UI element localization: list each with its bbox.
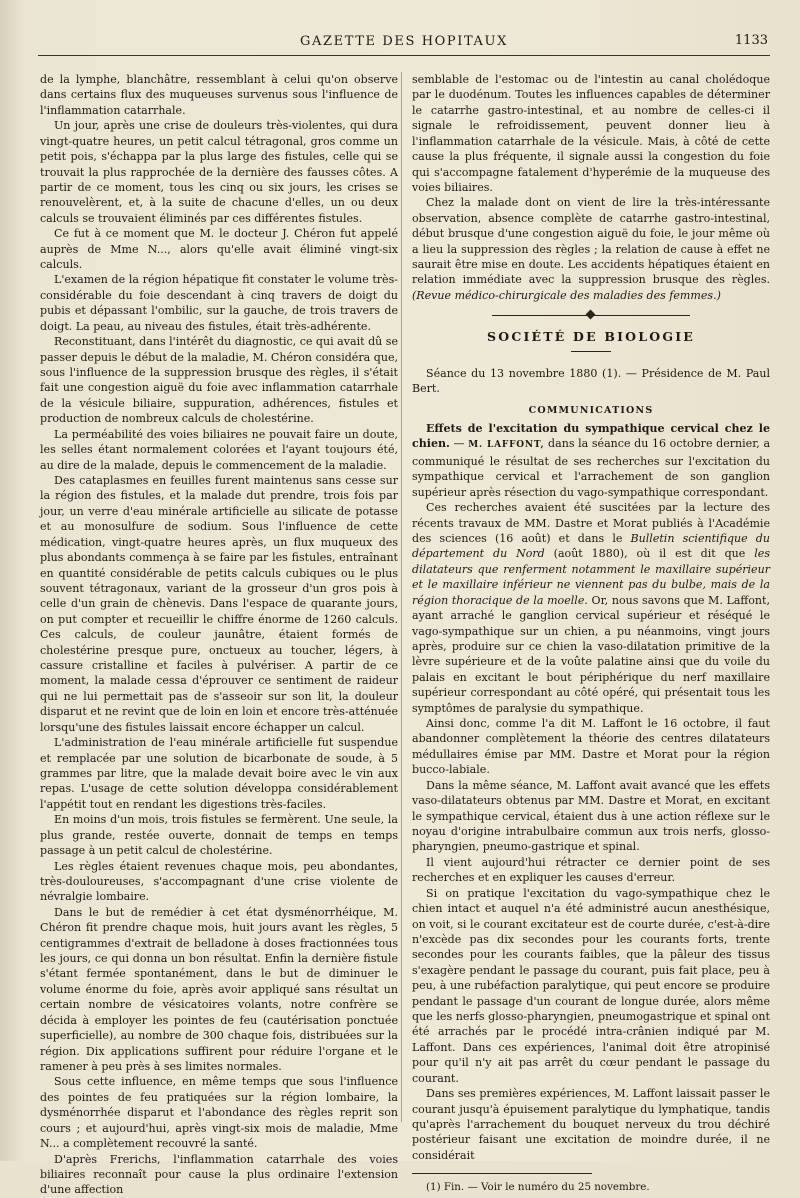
paragraph: Il vient aujourd'hui rétracter ce dernier point de ses recherches et en expliquer les causes d'erreur.: [412, 855, 770, 885]
section-title: SOCIÉTÉ DE BIOLOGIE: [487, 329, 695, 345]
paragraph: Si on pratique l'excitation du vago-sympathique chez le chien intact et auquel n'a été administré aucun anesthésique, on voit, si le courant excitateur est de courte durée, c'est-à-dire n'excède pas dix secondes pour les courants forts, trente secondes pour les courants faibles, que la pâleur des tissus s'exagère pendant le passage du courant, puis fait place, peu à peu, à une rubéfaction paralytique, qui peut encore se produire pendant le passage d'un courant de longue durée, alors même que les nerfs glosso-pharyngien, pneumogastrique et spinal ont été arrachés par le procédé intra-crânien indiqué par M. Laffont. Dans ces expériences, l'animal doit être atropinisé pour qu'il n'y ait pas arrêt du cœur pendant le passage du courant.: [412, 886, 770, 1085]
short-rule: [571, 351, 611, 352]
text-part: Ces recherches avaient été suscitées par la lecture des récents travaux de MM. Dastre et Morat publiés à l'Académie des sciences (16 août) et dans le: [412, 501, 770, 545]
paragraph: L'examen de la région hépatique fit constater le volume très-considérable du foie descendant à cinq travers de doigt du pubis et dépassant l'ombilic, sur la gauche, de trois travers de doigt. La peau, au niveau des fistules, était très-adhérente.: [40, 273, 398, 333]
text-part: (août 1880), où il est dit que: [544, 547, 755, 561]
left-column: [40, 72, 398, 1198]
footnote-rule: [412, 1173, 592, 1174]
paragraph-text: dans la séance du 16 octobre dernier, a communiqué le résultat de ses recherches sur l'excitation du sympathique cervical et l'arrachement de son ganglion supérieur après résection du vago-sympathique correspondant.: [412, 437, 771, 499]
article-title: Effets de l'excitation du sympathique cervical chez le chien.: [412, 422, 770, 451]
paragraph: Dans la même séance, M. Laffont avait avancé que les effets vaso-dilatateurs obtenus par MM. Dastre et Morat, en excitant le sympathique cervical, étaient dus à une action réflexe sur le noyau d'origine intrabulbaire commun aux trois nerfs, glosso-pharyngien, pneumo-gastrique et spinal.: [412, 778, 770, 854]
page-header: [38, 33, 770, 56]
ornament-separator: [412, 307, 770, 323]
journal-title: GAZETTE DES HOPITAUX: [300, 34, 508, 49]
paragraph: Sous cette influence, en même temps que sous l'influence des pointes de feu pratiquées sur la région lombaire, la dysménorrhée disparut et l'abondance des règles reprit son cours ; et aujourd'hui, après vingt-six mois de maladie, Mme N... a complètement recouvré la santé.: [40, 1075, 398, 1151]
dash: —: [449, 437, 469, 451]
paragraph: D'après Frerichs, l'inflammation catarrhale des voies biliaires reconnaît pour cause la plus ordinaire l'extension d'une affection: [40, 1152, 398, 1197]
article-first-paragraph: [412, 421, 770, 500]
paragraph: Dans le but de remédier à cet état dysménorrhéique, M. Chéron fit prendre chaque mois, huit jours avant les règles, 5 centigrammes d'extrait de belladone à doses fractionnées tous les jours, ce qui donna un bon résultat. Enfin la dernière fistule s'étant fermée spontanément, dans le but de diminuer le volume énorme du foie, après avoir appliqué sans résultat un certain nombre de vésicatoires volants, notre confrère se décida à employer les pointes de feu (cautérisation ponctuée superficielle), au nombre de 300 chaque fois, distribuées sur la région. Dix applications suffirent pour réduire l'organe et le ramener à peu près à ses limites normales.: [40, 905, 398, 1073]
paragraph: Un jour, après une crise de douleurs très-violentes, qui dura vingt-quatre heures, un petit calcul tétragonal, gros comme un petit pois, s'échappa par la plus large des fistules, celle qui se trouvait la plus rapprochée de la dernière des fausses côtes. A partir de ce moment, tous les cinq ou six jours, les crises se renouvelèrent, et, à la suite de chacune d'elles, un ou deux calculs se trouvaient éliminés par ces différentes fistules.: [40, 119, 398, 225]
paragraph: Les règles étaient revenues chaque mois, peu abondantes, très-douloureuses, s'accompagnant d'une crise violente de névralgie lombaire.: [40, 859, 398, 904]
paragraph: L'administration de l'eau minérale artificielle fut suspendue et remplacée par une solution de bicarbonate de soude, à 5 grammes par litre, que la malade devait boire avec le vin aux repas. L'usage de cette solution développa considérablement l'appétit tout en rendant les digestions très-faciles.: [40, 736, 398, 811]
communications-heading: COMMUNICATIONS: [528, 404, 654, 416]
paragraph: [412, 195, 770, 303]
paragraph: Dans ses premières expériences, M. Laffont laissait passer le courant jusqu'à épuisement paralytique du lymphatique, tandis qu'après l'arrachement du bouquet nerveux du trou déchiré postérieur faisant une excitation de moindre durée, il ne considérait: [412, 1087, 770, 1162]
quoted-text: les dilatateurs que renferment notamment le maxillaire supérieur et le maxillaire inférieur ne viennent pas du bulbe, mais de la région thoracique de la moelle.: [412, 547, 770, 607]
page-number: 1133: [734, 33, 768, 48]
paragraph: de la lymphe, blanchâtre, ressemblant à celui qu'on observe dans certains flux des muqueuses survenus sous l'influence de l'inflammation catarrhale.: [40, 73, 398, 117]
paragraph-text: Chez la malade dont on vient de lire la très-intéressante observation, absence complète de catarrhe gastro-intestinal, début brusque d'une congestion aiguë du foie, le jour même où a lieu la suppression des règles ; la relation de cause à effet ne saurait être mise en doute. Les accidents hépatiques étaient en relation immédiate avec la suppression brusque des règles.: [412, 196, 770, 287]
paragraph: Ce fut à ce moment que M. le docteur J. Chéron fut appelé auprès de Mme N..., alors qu'elle avait éliminé vingt-six calculs.: [40, 227, 398, 272]
footnote: (1) Fin. — Voir le numéro du 25 novembre.: [426, 1181, 650, 1194]
bulletin-title: Bulletin scientifique du département du Nord: [412, 531, 770, 561]
paragraph: semblable de l'estomac ou de l'intestin au canal cholédoque par le duodénum. Toutes les influences capables de déterminer le catarrhe gastro-intestinal, et au nombre de celles-ci il signale le refroidissement, peuvent donner lieu à l'inflammation catarrhale de la vésicule. Mais, à côté de cette cause la plus fréquente, il signale aussi la congestion du foie qui s'accompagne fatalement d'hyperémie de la muqueuse des voies biliaires.: [412, 73, 770, 194]
paragraph: Reconstituant, dans l'intérêt du diagnostic, ce qui avait dû se passer depuis le début de la maladie, M. Chéron considéra que, sous l'influence de la suppression brusque des règles, il s'était fait une congestion aiguë du foie avec inflammation catarrhale de la vésicule biliaire, suppuration, adhérences, fistules et production de nombreux calculs de cholestérine.: [40, 335, 398, 426]
paragraph: Des cataplasmes en feuilles furent maintenus sans cesse sur la région des fistules, et la malade dut prendre, trois fois par jour, un verre d'eau minérale artificielle au silicate de potasse et au monosulfure de sodium. Sous l'influence de cette médication, vingt-quatre heures après, un flux muqueux des plus abondants commença à se faire par les fistules, entraînant en quantité considérable de petits calculs cubiques ou le plus souvent tétragonaux, variant de la grosseur d'un gros pois à celle d'un grain de chènevis. Dans l'espace de quarante jours, on put compter et recueillir le chiffre énorme de 1260 calculs. Ces calculs, de couleur jaunâtre, étaient formés de cholestérine presque pure, onctueux au toucher, légers, à cassure cristalline et faciles à pulvériser. A partir de ce moment, la malade cessa d'éprouver ce sentiment de raideur qui ne lui permettait pas de s'asseoir sur son lit, la douleur disparut et ne revint que de loin en loin et encore très-atténuée lorsqu'une des fistules laissait encore échapper un calcul.: [40, 473, 398, 734]
ornament-diamond-icon: [586, 310, 596, 320]
text-part: Or, nous savons que M. Laffont, ayant arraché le ganglion cervical supérieur et réséqué le vago-sympathique sur un chien, a pu néanmoins, vingt jours après, produire sur ce chien la vaso-dilatation primitive de la lèvre supérieure et de la voûte palatine ainsi que du voile du palais en excitant le bout périphérique du nerf maxillaire supérieur correspondant au côté opéré, qui présentait tous les symptômes de paralysie du sympathique.: [412, 593, 771, 715]
citation: (Revue médico-chirurgicale des maladies des femmes.): [412, 288, 721, 302]
session-line: Séance du 13 novembre 1880 (1). — Présidence de M. Paul Bert.: [412, 366, 770, 396]
paragraph: Ainsi donc, comme l'a dit M. Laffont le 16 octobre, il faut abandonner complètement la théorie des centres dilatateurs médullaires émise par MM. Dastre et Morat pour la région bucco-labiale.: [412, 717, 770, 777]
paragraph: La perméabilité des voies biliaires ne pouvait faire un doute, les selles étant normalement colorées et l'ayant toujours été, au dire de la malade, depuis le commencement de la maladie.: [40, 427, 398, 472]
paragraph: [412, 500, 770, 716]
paragraph: En moins d'un mois, trois fistules se fermèrent. Une seule, la plus grande, restée ouverte, donnait de temps en temps passage à un petit calcul de cholestérine.: [40, 813, 398, 858]
right-column: [412, 72, 770, 1196]
article-author: M. LAFFONT,: [468, 440, 545, 451]
column-divider: [401, 72, 402, 1122]
